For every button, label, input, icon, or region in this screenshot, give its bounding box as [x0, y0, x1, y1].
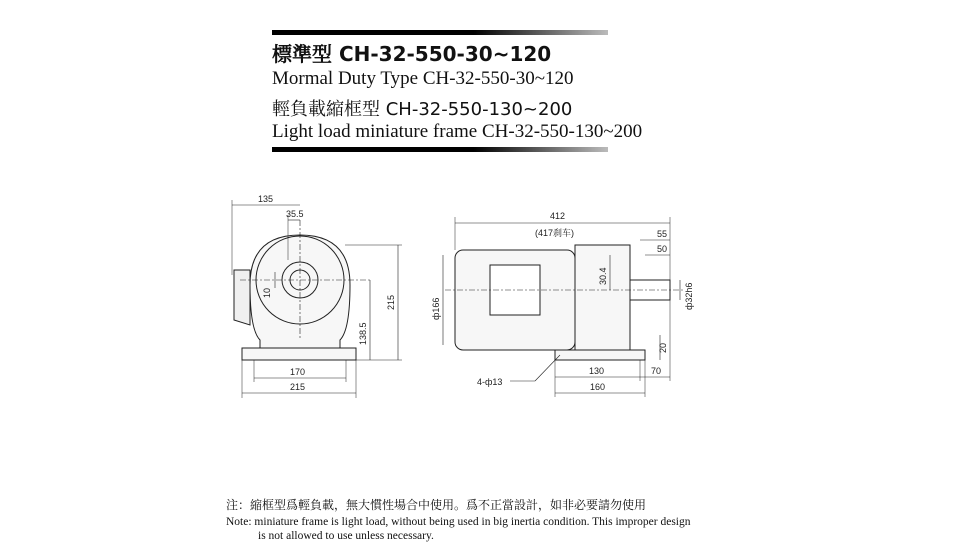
dim-20: 20 [658, 342, 668, 353]
dim-170: 170 [290, 367, 306, 377]
dim-130: 130 [589, 366, 605, 376]
note-en-line1: Note: miniature frame is light load, without being used in big inertia condition. This improper design [226, 516, 691, 528]
dim-35-5: 35.5 [286, 209, 304, 219]
side-base [555, 350, 645, 360]
dim-50: 50 [657, 244, 668, 254]
dim-215-height: 215 [386, 294, 396, 310]
dim-160: 160 [590, 382, 606, 392]
side-view-drawing [425, 205, 715, 400]
dim-135: 135 [258, 194, 274, 204]
dim-138-5: 138.5 [358, 322, 368, 345]
gear-head [575, 245, 630, 355]
dim-4-phi13: 4-ф13 [477, 377, 503, 387]
subtitle-en: Light load miniature frame CH-32-550-130~200 [272, 121, 643, 142]
note-zh: 注：縮框型爲輕負載，無大慣性場合中使用。爲不正當設計，如非必要請勿使用 [226, 498, 647, 512]
title-zh: 標準型 CH-32-550-30~120 [272, 42, 552, 66]
dim-412: 412 [550, 211, 566, 221]
dim-70: 70 [651, 366, 662, 376]
dim-10: 10 [262, 287, 272, 298]
dim-55: 55 [657, 229, 668, 239]
subtitle-zh: 輕負載縮框型 CH-32-550-130~200 [272, 99, 573, 120]
front-side-bracket [234, 270, 250, 325]
title-en: Mormal Duty Type CH-32-550-30~120 [272, 68, 574, 89]
title-top-bar [272, 30, 608, 35]
dim-417-brake: (417刹车) [535, 228, 575, 238]
dim-215-width: 215 [290, 382, 306, 392]
note-en-line2: is not allowed to use unless necessary. [258, 530, 434, 542]
dim-phi166: ф166 [431, 297, 441, 320]
title-bottom-bar [272, 147, 608, 152]
front-base [242, 348, 356, 360]
dim-30-4: 30.4 [598, 267, 608, 285]
front-view-drawing [220, 190, 420, 405]
dim-phi32h6: ф32h6 [684, 282, 694, 310]
